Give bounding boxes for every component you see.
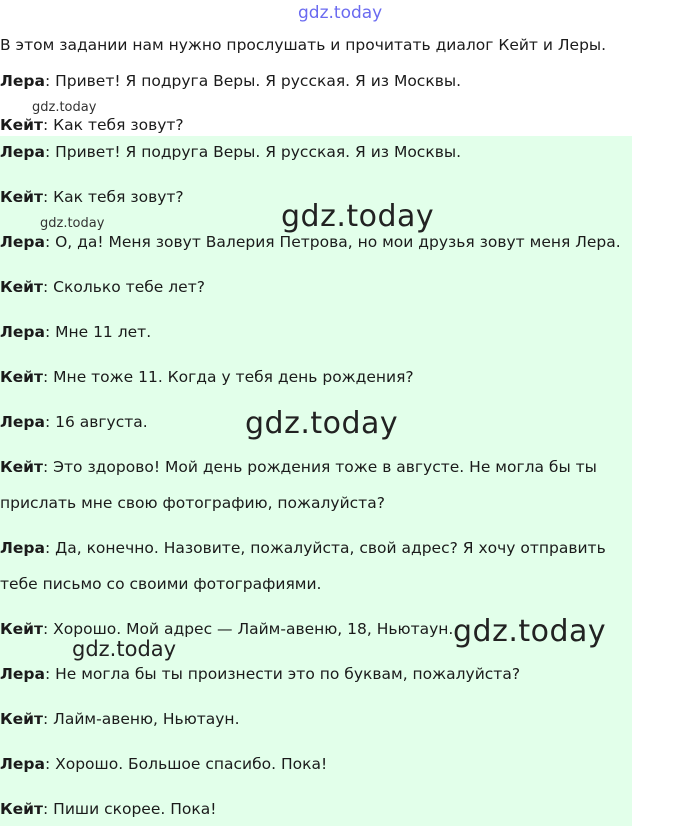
speaker: Кейт: [0, 188, 44, 206]
speaker: Лера: [0, 143, 45, 161]
watermark-top: gdz.today: [298, 3, 383, 23]
speaker: Кейт: [0, 116, 44, 134]
dialogue-line-continuation: прислать мне свою фотографию, пожалуйста?: [0, 494, 385, 512]
speaker: Кейт: [0, 620, 44, 638]
dialogue-line-continuation: тебе письмо со своими фотографиями.: [0, 575, 322, 593]
speaker: Кейт: [0, 278, 44, 296]
dialogue-line: [0, 278, 205, 296]
dialogue-line: [0, 233, 621, 251]
speaker: Лера: [0, 72, 45, 90]
utterance: : Привет! Я подруга Веры. Я русская. Я из Москвы.: [44, 72, 461, 90]
speaker: Лера: [0, 413, 45, 431]
utterance: : Лайм-авеню, Ньютаун.: [43, 710, 240, 728]
dialogue-line: [0, 368, 414, 386]
speaker: Лера: [0, 233, 45, 251]
dialogue-line: [0, 188, 184, 206]
watermark-large: gdz.today: [453, 614, 607, 649]
utterance: : Мне 11 лет.: [44, 323, 152, 341]
utterance: : Пиши скорее. Пока!: [43, 800, 217, 818]
dialogue-line: [0, 458, 597, 476]
speaker: Лера: [0, 323, 45, 341]
dialogue-line: [0, 755, 327, 773]
utterance: : Хорошо. Мой адрес — Лайм-авеню, 18, Ньютаун.: [43, 620, 454, 638]
intro-text: В этом задании нам нужно прослушать и прочитать диалог Кейт и Леры.: [0, 36, 607, 54]
utterance: : Привет! Я подруга Веры. Я русская. Я из Москвы.: [44, 143, 461, 161]
dialogue-line: [0, 539, 606, 557]
watermark-medium: gdz.today: [72, 637, 177, 661]
utterance: : Как тебя зовут?: [43, 188, 184, 206]
dialogue-line: [0, 413, 148, 431]
dialogue-line: [0, 800, 216, 818]
speaker: Кейт: [0, 710, 44, 728]
watermark-large: gdz.today: [281, 199, 435, 234]
watermark-large: gdz.today: [245, 406, 399, 441]
speaker: Лера: [0, 755, 45, 773]
preview-line-2: [0, 116, 184, 134]
utterance: : Да, конечно. Назовите, пожалуйста, свой адрес? Я хочу отправить: [44, 539, 606, 557]
utterance: : Хорошо. Большое спасибо. Пока!: [44, 755, 328, 773]
dialogue-line: [0, 620, 453, 638]
dialogue-line: [0, 143, 461, 161]
utterance: : Это здорово! Мой день рождения тоже в августе. Не могла бы ты: [43, 458, 597, 476]
speaker: Кейт: [0, 368, 44, 386]
utterance: : Сколько тебе лет?: [43, 278, 205, 296]
utterance: : Как тебя зовут?: [43, 116, 184, 134]
speaker: Кейт: [0, 458, 44, 476]
utterance: : 16 августа.: [44, 413, 148, 431]
utterance: : О, да! Меня зовут Валерия Петрова, но мои друзья зовут меня Лера.: [44, 233, 621, 251]
watermark-small: gdz.today: [32, 100, 97, 115]
utterance: : Не могла бы ты произнести это по буквам, пожалуйста?: [44, 665, 521, 683]
dialogue-line: [0, 665, 520, 683]
speaker: Кейт: [0, 800, 44, 818]
dialogue-line: [0, 323, 151, 341]
speaker: Лера: [0, 539, 45, 557]
dialogue-line: [0, 710, 240, 728]
watermark-small: gdz.today: [40, 216, 105, 231]
utterance: : Мне тоже 11. Когда у тебя день рождения?: [43, 368, 414, 386]
preview-line-1: [0, 72, 461, 90]
speaker: Лера: [0, 665, 45, 683]
